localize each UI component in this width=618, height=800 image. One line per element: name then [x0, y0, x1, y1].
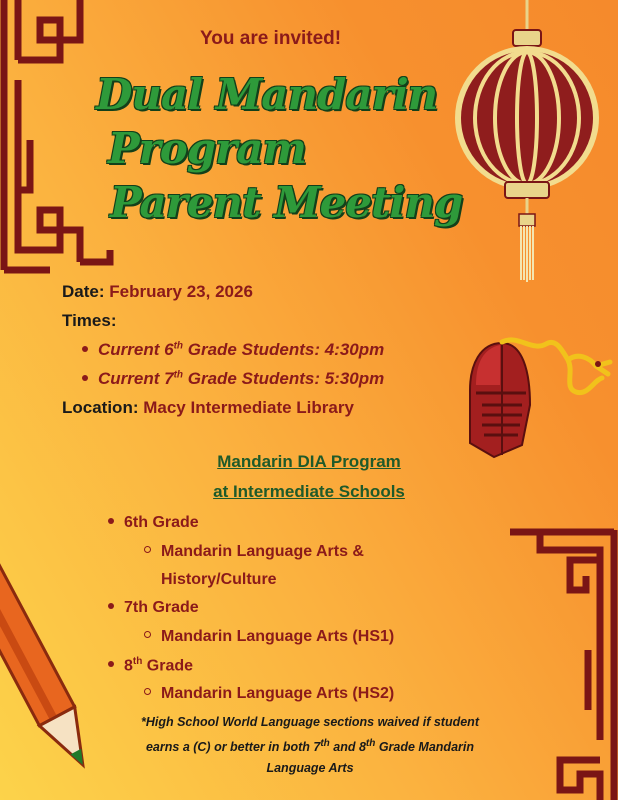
program-title-line-2: at Intermediate Schools	[213, 482, 405, 501]
grade-6-item: 6th Grade	[108, 514, 199, 532]
invitation-heading: You are invited!	[200, 28, 342, 49]
date-label: Date:	[62, 282, 105, 301]
event-title	[96, 68, 476, 230]
event-title-line-3: Parent Meeting	[110, 178, 463, 227]
time-item-7th: Current 7th Grade Students: 5:30pm	[82, 369, 384, 389]
grade-8-sub-item: Mandarin Language Arts (HS2)	[144, 685, 394, 703]
event-title-line-1: Dual Mandarin	[96, 70, 438, 119]
location-value: Macy Intermediate Library	[143, 398, 354, 417]
date-row	[62, 282, 253, 302]
date-value: February 23, 2026	[109, 282, 253, 301]
time-item-6th: Current 6th Grade Students: 4:30pm	[82, 340, 384, 360]
gold-dragon-icon	[498, 330, 616, 400]
open-bullet-icon	[144, 688, 151, 695]
grade-6-sub-item: Mandarin Language Arts &	[144, 543, 364, 561]
grade-7-item: 7th Grade	[108, 599, 199, 617]
location-label: Location:	[62, 398, 139, 417]
open-bullet-icon	[144, 631, 151, 638]
times-label: Times:	[62, 311, 117, 330]
pencil-icon	[0, 560, 110, 800]
open-bullet-icon	[144, 546, 151, 553]
footnote	[100, 712, 520, 779]
chinese-lattice-corner-bottom-right-icon	[500, 520, 618, 800]
bullet-icon	[82, 346, 88, 352]
footnote-line-1: *High School World Language sections waived if student	[140, 715, 479, 729]
event-title-line-2: Program	[108, 124, 306, 173]
location-row	[62, 398, 354, 418]
grade-8-item: 8th Grade	[108, 656, 193, 675]
grade-7-sub-item: Mandarin Language Arts (HS1)	[144, 628, 394, 646]
footnote-line-3: Language Arts	[266, 761, 354, 776]
bullet-icon	[108, 518, 114, 524]
times-row	[62, 311, 117, 331]
program-title-line-1: Mandarin DIA Program	[217, 452, 401, 471]
red-lantern-icon	[455, 0, 605, 285]
footnote-line-2: earns a (C) or better in both 7th and 8th Grade Mandarin	[145, 738, 474, 755]
bullet-icon	[82, 375, 88, 381]
grade-6-sub-item-cont: History/Culture	[161, 571, 277, 588]
